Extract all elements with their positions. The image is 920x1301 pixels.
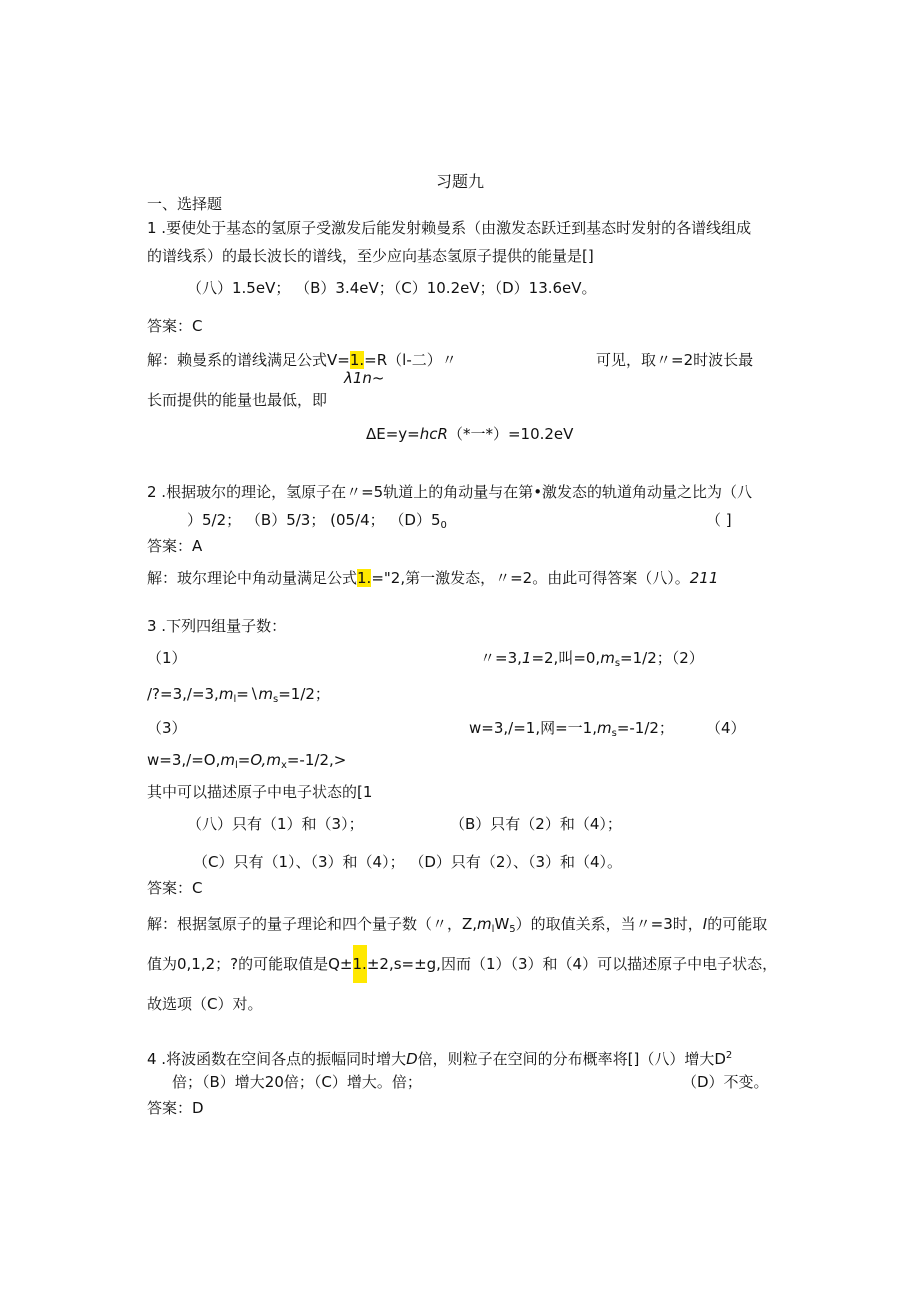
q3-group4-label: （4） xyxy=(706,719,746,737)
q4-stem xyxy=(147,1046,732,1069)
qn: =-1/2； xyxy=(616,719,674,737)
qn: /?=3,/=3, xyxy=(147,685,219,703)
subscript: s xyxy=(611,728,617,739)
q4-option-d: （D）不变。 xyxy=(682,1073,769,1091)
qn-italic: m xyxy=(258,685,273,703)
formula-part: ΔE=y= xyxy=(366,425,420,443)
q3-answer: 答案：C xyxy=(147,879,203,897)
text: 解：根据氢原子的量子理论和四个量子数（〃，Z, xyxy=(147,915,478,933)
italic: m xyxy=(477,915,492,933)
q2-solution-tail: 211 xyxy=(689,569,719,587)
qn: =1/2；（2） xyxy=(620,649,704,667)
text: 倍，则粒子在空间的分布概率将[]（八）增大D xyxy=(417,1050,726,1068)
q3-solution-line2 xyxy=(147,954,777,974)
q3-solution-line3: 故选项（C）对。 xyxy=(147,995,263,1013)
formula-part: （*一*）=10.2eV xyxy=(447,425,574,443)
subscript: l xyxy=(491,924,495,935)
q3-group2 xyxy=(147,684,330,710)
qn: 〃=3, xyxy=(480,649,522,667)
q3-group1-label: （1） xyxy=(147,649,187,667)
qn: =-1/2,> xyxy=(286,751,347,769)
q2-answer: 答案：A xyxy=(147,537,203,555)
qn-italic: m xyxy=(218,685,234,703)
formula-italic: hcR xyxy=(419,425,448,443)
qn: =2,叫=0, xyxy=(531,649,601,667)
qn: =∖ xyxy=(236,685,259,703)
text: W xyxy=(494,915,510,933)
subscript: x xyxy=(280,760,287,771)
q1-stem-line1: 1 .要使处于基态的氢原子受激发后能发射赖曼系（由激发态跃迁到基态时发射的各谱线组成 xyxy=(147,219,752,237)
qn: w=3,/=O, xyxy=(147,751,221,769)
qn-italic: =O, xyxy=(237,751,267,769)
q4-options-line: 倍；（B）增大20倍；（C）增大。倍； xyxy=(172,1073,422,1091)
q2-solution xyxy=(147,568,718,588)
q3-group1 xyxy=(480,648,704,674)
q3-solution-line1 xyxy=(147,914,767,940)
q1-solution-line2: 长而提供的能量也最低，即 xyxy=(147,391,328,409)
q3-option-cd: （C）只有（1）、（3）和（4）； （D）只有（2）、（3）和（4）。 xyxy=(193,853,623,871)
italic: I xyxy=(702,915,708,933)
subscript: 5 xyxy=(509,924,516,935)
q2-solution-text: 解：玻尔理论中角动量满足公式 xyxy=(147,569,358,587)
text: ±2,s=±g,因而（1）（3）和（4）可以描述原子中电子状态， xyxy=(366,955,778,973)
q1-solution-right: 可见，取〃=2时波长最 xyxy=(596,351,754,369)
text: ）的取值关系，当〃=3时， xyxy=(515,915,703,933)
q1-solution-formula: =R（l-二）〃 xyxy=(364,351,457,369)
section-heading: 一、选择题 xyxy=(147,195,223,213)
subscript: l xyxy=(234,760,238,771)
q1-solution-line1 xyxy=(147,350,457,370)
superscript: 2 xyxy=(725,1050,733,1061)
q3-group3 xyxy=(469,718,674,744)
q1-solution-subscript: λ1n~ xyxy=(344,369,385,387)
subscript: l xyxy=(233,694,237,705)
q2-options: ）5/2； （B）5/3； (05/4； （D）5 xyxy=(187,511,441,529)
q2-solution-text-cont: ="2,第一激发态，〃=2。由此可得答案（八）。 xyxy=(371,569,690,587)
subscript: s xyxy=(273,694,279,705)
q3-group3-label: （3） xyxy=(147,719,187,737)
q1-answer: 答案：C xyxy=(147,317,203,335)
qn-italic: m xyxy=(600,649,615,667)
qn: =1/2； xyxy=(278,685,330,703)
q2-stem-line1: 2 .根据玻尔的理论，氢原子在〃=5轨道上的角动量与在第•激发态的轨道角动量之比为（八 xyxy=(147,483,753,501)
highlight-mark: 1. xyxy=(357,569,372,587)
q3-stem: 3 .下列四组量子数： xyxy=(147,617,287,635)
qn-italic: 1 xyxy=(521,649,532,667)
subscript: s xyxy=(614,658,621,669)
q3-group4 xyxy=(147,750,346,776)
text: 值为0,1,2；?的可能取值是Q± xyxy=(147,955,353,973)
q1-stem-line2: 的谱线系）的最长波长的谱线，至少应向基态氢原子提供的能量是[] xyxy=(147,247,594,265)
italic: D xyxy=(406,1050,418,1068)
q1-options: （八）1.5eV； （B）3.4eV；（C）10.2eV；（D）13.6eV。 xyxy=(187,279,597,297)
q1-solution-text: 解：赖曼系的谱线满足公式V= xyxy=(147,351,350,369)
qn-italic: m xyxy=(266,751,281,769)
q2-stem-line2 xyxy=(187,510,447,536)
page-title: 习题九 xyxy=(436,172,485,191)
qn-italic: m xyxy=(596,719,612,737)
q1-energy-formula xyxy=(366,424,573,444)
qn: w=3,/=1,网=一1, xyxy=(469,719,597,737)
text: 的可能取 xyxy=(707,915,768,933)
q3-ask: 其中可以描述原子中电子状态的[1 xyxy=(147,783,373,801)
q3-option-b: （B）只有（2）和（4）； xyxy=(450,815,622,833)
highlight-mark: 1. xyxy=(353,945,367,983)
q3-option-a: （八）只有（1）和（3）； xyxy=(187,815,364,833)
qn-italic: m xyxy=(220,751,235,769)
q2-answer-bracket: （ ] xyxy=(706,511,732,529)
text: 4 .将波函数在空间各点的振幅同时增大 xyxy=(147,1050,407,1068)
q4-answer: 答案：D xyxy=(147,1099,204,1117)
subscript: 0 xyxy=(440,520,447,531)
highlight-mark: 1. xyxy=(349,351,365,369)
